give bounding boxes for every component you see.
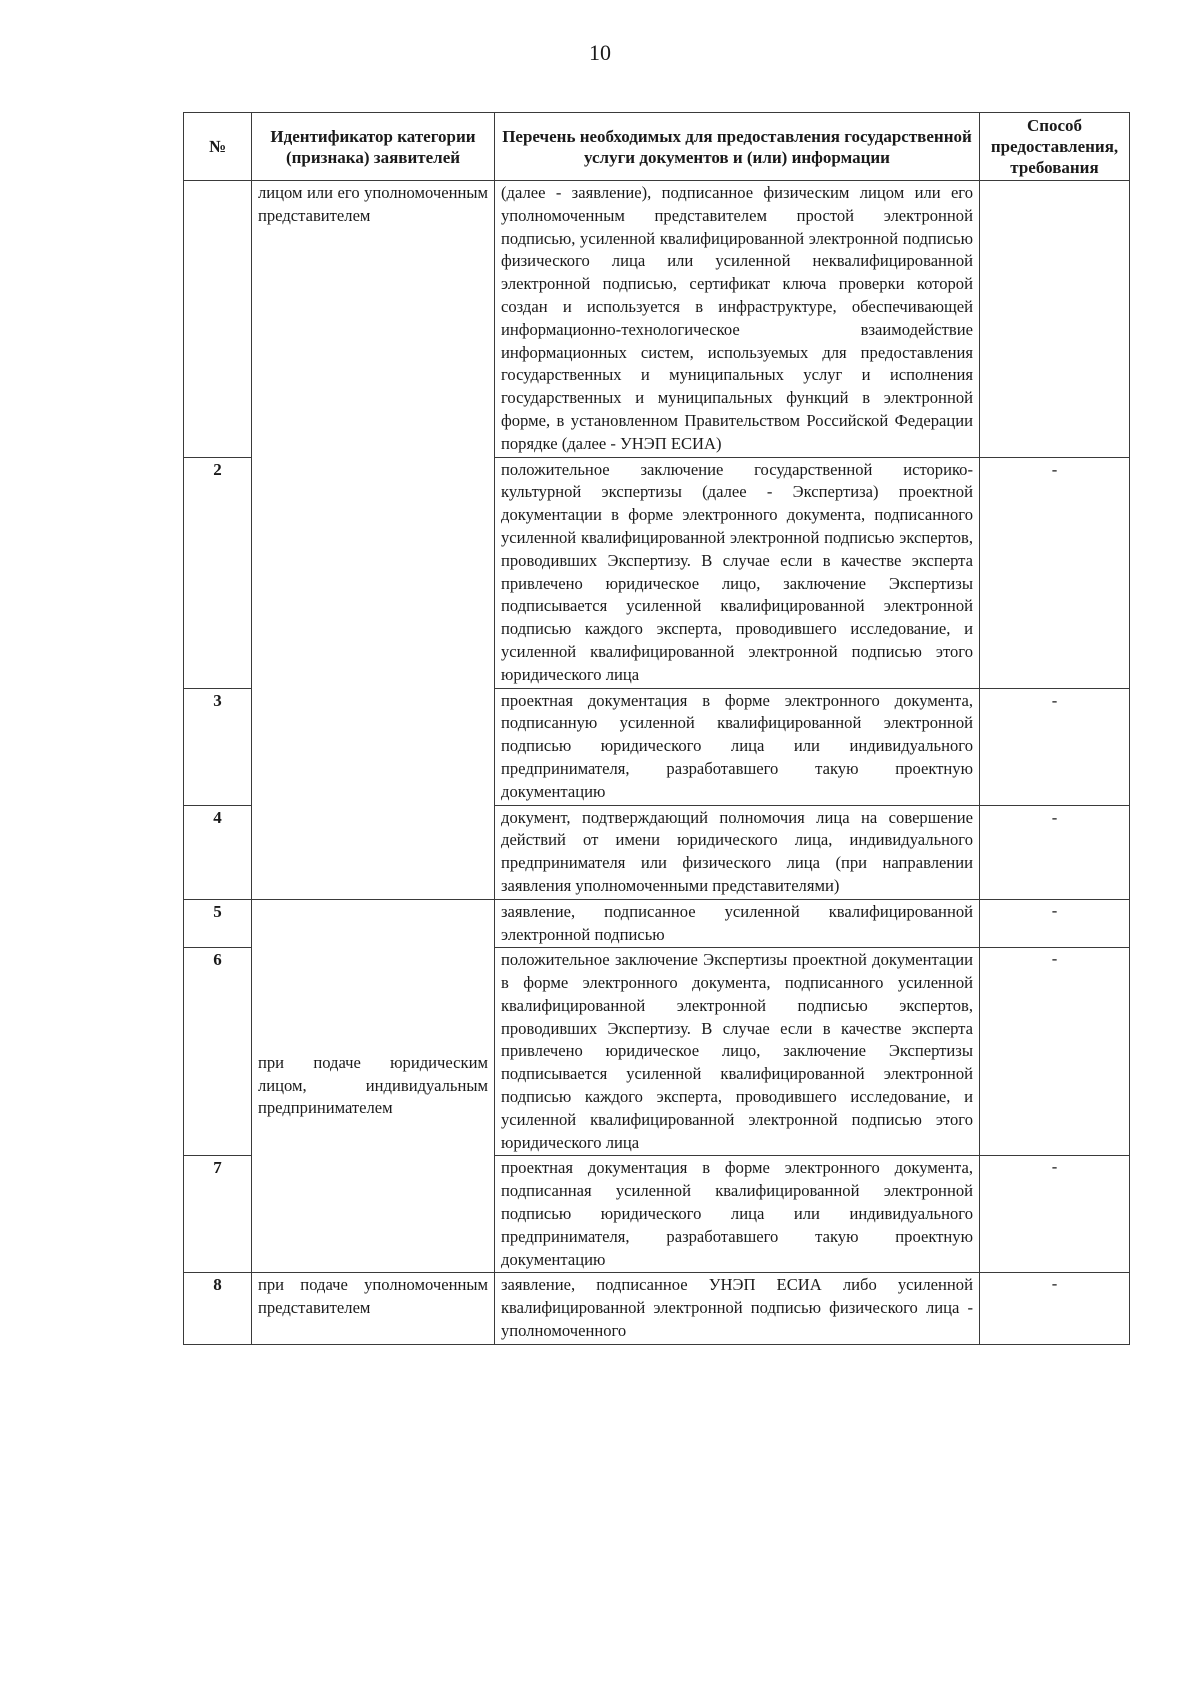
row-number [184,181,252,458]
row-number: 5 [184,899,252,948]
method-cell: - [980,688,1130,805]
header-method: Способ предоставления, требования [980,113,1130,181]
row-number: 7 [184,1156,252,1273]
documents-cell: положительное заключение государственной историко-культурной экспертизы (далее - Экспертиза) проектной документации в форме электронного документа, подписанного усиленной квалифицированной электронной подписью экспертов, проводивших Экспертизу. В случае если в качестве эксперта привлечено юридическое лицо, заключение Экспертизы подписывается усиленной квалифицированной электронной подписью каждого эксперта, проводившего исследование, и усиленной квалифицированной электронной подписью этого юридического лица [495,457,980,688]
documents-cell: (далее - заявление), подписанное физическим лицом или его уполномоченным представителем простой электронной подписью, усиленной квалифицированной электронной подписью физического лица или усиленной неквалифицированной электронной подписью, сертификат ключа проверки которой создан и используется в инфраструктуре, обеспечивающей информационно-технологическое взаимодействие информационных систем, используемых для предоставления государственных и муниципальных услуг и исполнения государственных и муниципальных функций в электронной форме, в установленном Правительством Российской Федерации порядке (далее - УНЭП ЕСИА) [495,181,980,458]
page-number: 10 [589,40,611,65]
table-row [184,181,1130,458]
documents-cell: заявление, подписанное усиленной квалифицированной электронной подписью [495,899,980,948]
category-individual: лицом или его уполномоченным представителем [252,181,495,900]
category-legal: при подаче юридическим лицом, индивидуальным предпринимателем [252,899,495,1273]
header-category: Идентификатор категории (признака) заявителей [252,113,495,181]
method-cell: - [980,457,1130,688]
documents-table [183,112,1130,1345]
method-cell: - [980,899,1130,948]
method-cell: - [980,805,1130,899]
documents-cell: проектная документация в форме электронного документа, подписанная усиленной квалифицированной электронной подписью юридического лица или индивидуального предпринимателя, разработавшего такую проектную документацию [495,1156,980,1273]
header-documents: Перечень необходимых для предоставления государственной услуги документов и (или) информации [495,113,980,181]
table-header-row [184,113,1130,181]
documents-cell: проектная документация в форме электронного документа, подписанную усиленной квалифицированной электронной подписью юридического лица или индивидуального предпринимателя, разработавшего такую проектную документацию [495,688,980,805]
method-cell: - [980,948,1130,1156]
table-row [184,1273,1130,1344]
method-cell: - [980,1156,1130,1273]
documents-cell: положительное заключение Экспертизы проектной документации в форме электронного документа, подписанного усиленной квалифицированной электронной подписью экспертов, проводивших Экспертизу. В случае если в качестве эксперта привлечено юридическое лицо, заключение Экспертизы подписывается усиленной квалифицированной электронной подписью каждого эксперта, проводившего исследование, и усиленной квалифицированной электронной подписью этого юридического лица [495,948,980,1156]
method-cell: - [980,1273,1130,1344]
table-row [184,899,1130,948]
row-number: 4 [184,805,252,899]
row-number: 2 [184,457,252,688]
documents-cell: документ, подтверждающий полномочия лица на совершение действий от имени юридического лица, индивидуального предпринимателя или физического лица (при направлении заявления уполномоченными представителями) [495,805,980,899]
row-number: 8 [184,1273,252,1344]
documents-cell: заявление, подписанное УНЭП ЕСИА либо усиленной квалифицированной электронной подписью физического лица - уполномоченного [495,1273,980,1344]
category-representative: при подаче уполномоченным представителем [252,1273,495,1344]
row-number: 3 [184,688,252,805]
row-number: 6 [184,948,252,1156]
method-cell [980,181,1130,458]
header-number: № [184,113,252,181]
